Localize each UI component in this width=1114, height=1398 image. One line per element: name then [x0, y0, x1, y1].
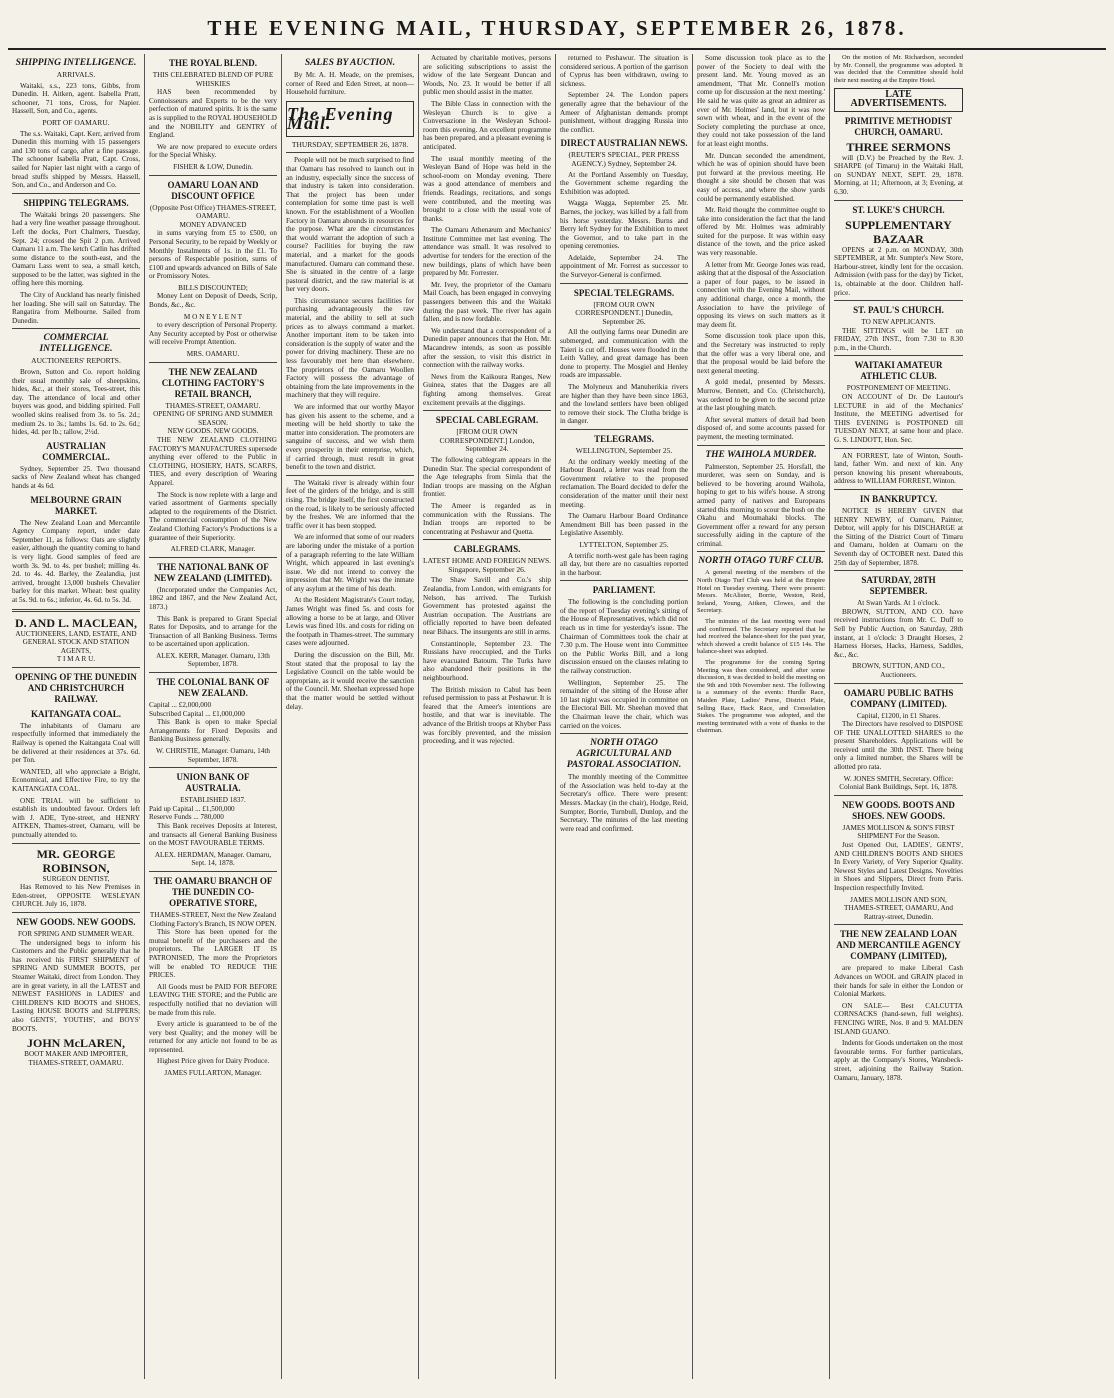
column-2: [145, 54, 282, 1379]
athletic-title: WAITAKI AMATEUR ATHLETIC CLUB.: [854, 360, 943, 382]
melbourne-grain: The New Zealand Loan and Mercantile Agency Company report, under date September 11, as follows: Oats are slightly easier, although the quantity coming to hand is very light. Good samples of feed are worth 3s. 9d. to 4s. per bushel; milling 4s. 2d. to 4s. 4d. Barley, the Zealandia, just arrived, brought 13,000 bushels Chevalier barley for this market. Wheat: best quality at 5s. 9d. to 6s.; inferior, 4s. 6d. to 5s. 3d.: [12, 518, 140, 604]
shipping-arrivals: Waitaki, s.s., 223 tons, Gibbs, from Dunedin. H. Aitken, agent. Isabella Pratt, schooner, 71 tons, Cross, for Napier. Hassell, Son, and Co., agents.: [12, 81, 140, 116]
clothing-season: OPENING OF SPRING AND SUMMER SEASON.: [153, 410, 273, 427]
news-6: We understand that a correspondent of a Dunedin paper announces that the Hon. Mr. Macandrew intends, as soon as possible after the session, to visit this district in connection with the railway works.: [423, 326, 551, 370]
telegrams-heading: TELEGRAMS.: [594, 433, 654, 444]
auctioneers-heading: AUCTIONEERS' REPORTS.: [31, 356, 121, 366]
divider: [834, 489, 963, 490]
st-pauls-title: ST. PAUL'S CHURCH.: [853, 305, 944, 316]
turf-club-1: A general meeting of the members of the North Otago Turf Club was held at the Empire Hotel on Tuesday evening. There were present: Messrs. McAlister, Borrie, Weston, Reid, Ireland, Young, Aitken, Clowes, and the Secretary.: [697, 569, 825, 615]
baths-sig: W. JONES SMITH, Secretary. Office: Colonial Bank Buildings, Sept. 16, 1878.: [839, 774, 958, 792]
divider: [12, 912, 140, 913]
maclean-ad-place: T I M A R U.: [56, 655, 96, 664]
national-bank-body: (Incorporated under the Companies Act, 1862 and 1867, and the New Zealand Act, 1873.): [149, 585, 277, 611]
sales-body: By Mr. A. H. Meade, on the premises, corner of Reed and Eden Street, at noon—Household furniture.: [286, 71, 414, 97]
divider: [423, 539, 551, 540]
clothing-body: THE NEW ZEALAND CLOTHING FACTORY'S MANUFACTURES supersede anything ever offered to the Public in CLOTHING, HOSIERY, HATS, SCARFS, TIES, and every description of Wearing Apparel.: [149, 436, 277, 487]
cablegrams-sub: LATEST HOME AND FOREIGN NEWS. Singapore, September 26.: [423, 556, 551, 574]
special-telegram-1: All the outlying farms near Dunedin are submerged, and communication with the Taieri is cut off. Houses were flooded in the Leith Valley, and great damage has been done to property. The Mosgiel and Henley roads are impassable.: [560, 328, 688, 380]
new-goods-ad-sub: FOR SPRING AND SUMMER WEAR.: [18, 929, 134, 938]
special-telegrams-sub: [FROM OUR OWN CORRESPONDENT.] Dunedin, September 26.: [575, 299, 673, 326]
arrivals-heading: ARRIVALS.: [56, 70, 96, 79]
colonial-bank-body: This Bank is open to make Special Arrangements for Fixed Deposits and Banking Business generally.: [149, 718, 277, 744]
parliament-1: The following is the concluding portion of the report of Tuesday evening's sitting of the House of Representatives, which did not reach us in time for yesterday's issue. The Chairman of Committees took the chair at 7.30 p.m. The House went into Committee on the Public Works Bill, and a long discussion ensued on the clauses relating to the railway construction.: [560, 598, 688, 676]
agricultural-1: The monthly meeting of the Committee of the Association was held to-day at the Secretary's office. There were present: Messrs. Mackay (in the chair), Hodge, Reid, Sumpter, Borrie, Turnbull, Dunlop, and the Secretary. The minutes of the last meeting were read and confirmed.: [560, 773, 688, 833]
coal-ad-body: The inhabitants of Oamaru are respectfully informed that immediately the Railway is opened the Kaitangata Coal will be delivered at their residences at 37s. 6d. per Ton.: [12, 721, 140, 765]
sermons-title: THREE SERMONS: [846, 139, 951, 154]
bills-discounted: BILLS DISCOUNTED;: [178, 283, 248, 292]
mollison-title: JAMES MOLLISON & SON'S FIRST SHIPMENT For the Season.: [842, 823, 955, 841]
special-telegrams-heading: SPECIAL TELEGRAMS.: [573, 287, 675, 298]
port-news: The s.s. Waitaki, Capt. Kerr, arrived from Dunedin this morning with 15 passengers and 130 tons of cargo, after a fine passage. The schooner Isabella Pratt, Capt. Cross, sailed for Napier last night with a cargo of bread stuffs shipped by Messrs. Hassell, Son, and Co., and Anderson and Co.: [12, 129, 140, 190]
union-bank-sig: ALEX. HERDMAN, Manager. Oamaru, Sept. 14, 1878.: [154, 850, 272, 868]
mollison-body: Just Opened Out, LADIES', GENTS', AND CHILDREN'S BOOTS AND SHOES In Every Variety, of Very Superior Quality. Newest Styles and Latest Designs. Novelties in Shoes and Slippers, Direct from Paris. Inspection respectfully Invited.: [834, 841, 963, 892]
editorial-1: People will not be much surprised to find that Oamaru has resolved to launch out in an industry, especially since the success of that industry is taken into consideration. That the project has been under contemplation for some time past is well known. For the establishment of a Woollen Factory in Oamaru abounds in resources for the purpose. What are the circumstances that would warrant the adoption of such a course? Facilities for buying the raw material, and a market for the goods manufactured. Oamaru can command these. She is situated in the centre of a large pastoral district, and the raw material is at her very doors.: [286, 156, 414, 294]
nz-loan-title: THE NEW ZEALAND LOAN AND MERCANTILE AGENCY COMPANY (LIMITED),: [836, 929, 961, 962]
divider: [286, 152, 414, 153]
divider: [149, 672, 277, 673]
colonial-bank-title: THE COLONIAL BANK OF NEW ZEALAND.: [156, 677, 270, 699]
new-goods-ad-body: The undersigned begs to inform his Customers and the Public generally that he has received his FIRST SHIPMENT of SPRING AND SUMMER BOOTS, per Steamer Waitaki, direct from London. They are in great variety, in all the LATEST and NEWEST FASHIONS in LADIES' and CHILDREN'S KID BOOTS and SHOES, Lasting HOUSE BOOTS and SLIPPERS; also GENTS', YOUTHS', and BOYS' BOOTS.: [12, 938, 140, 1033]
column-1: [8, 54, 145, 1379]
local-news-1: The Waitaki river is already within four feet of the girders of the bridge, and is still rising. The bridge itself, the first constructed on the road, is likely to be seriously affected by the freshes. We are informed that the traffic over it has been stopped.: [286, 478, 415, 530]
nz-loan-footer: Indents for Goods undertaken on the most favourable terms. For further particulars, apply at the Company's Stores, Wansbeck-street, adjoining the Railway Station. Oamaru, January, 1878.: [834, 1039, 963, 1082]
divider: [560, 283, 688, 284]
turf-club-cont: On the motion of Mr. Richardson, seconded by Mr. Connell, the programme was adopted. It was decided that the Committee should hold their next meeting at the Empire Hotel.: [834, 54, 963, 84]
divider: [286, 475, 414, 476]
local-news-2: We are informed that some of our readers are laboring under the mistake of a portion of a paragraph referring to the late William Wright, which appeared in last evening's issue. We did not intend to convey the impression that Mr. Wright was the inmate of any asylum at the time of his death.: [286, 533, 414, 593]
coop-store-title: THE OAMARU BRANCH OF THE DUNEDIN CO-OPERATIVE STORE,: [153, 875, 273, 908]
divider: [149, 175, 277, 176]
special-cablegram-1: The following cablegram appears in the Dunedin Star. The special correspondent of the Age telegraphs from Simla that the Indian troops are massing on the Afghan frontier.: [423, 455, 551, 499]
national-bank-title: THE NATIONAL BANK OF NEW ZEALAND (LIMITED).: [153, 561, 273, 583]
athletic-sub: POSTPONEMENT OF MEETING.: [846, 384, 951, 393]
australian-news-heading: DIRECT AUSTRALIAN NEWS.: [560, 138, 688, 149]
divider: [12, 609, 140, 612]
wanted-ad: WANTED, all who appreciate a Bright, Economical, and Effective Fire, to try the KAITANGATA COAL.: [12, 767, 140, 794]
dentist-ad-title: MR. GEORGE ROBINSON,: [36, 846, 116, 875]
divider: [560, 429, 688, 430]
newspaper-page: [8, 8, 1106, 1382]
union-bank-body: This Bank receives Deposits at Interest, and transacts all General Banking Business on the MOST FAVOURABLE TERMS.: [149, 822, 277, 848]
editorial-3: We are informed that our worthy Mayor has given his assent to the scheme, and a meeting will be held shortly to take the matter into consideration. The promoters are sanguine of success, and we wish them every prosperity in their enterprise, which, if carried through, must result in great benefit to the town and district.: [286, 403, 415, 472]
late-ads-heading: LATE ADVERTISEMENTS.: [834, 88, 963, 111]
editorial-2: This circumstance secures facilities for purchasing advantageously the raw material, and the ability to sell at such prices as to always command a market. Another important item to be taken into consideration is the supply of water and the power for driving machinery. These are no less favourably met here than elsewhere. The proprietors of the Oamaru Woollen Factory will possess the advantage of obtaining from the late improvements in the machinery that they will require.: [286, 296, 414, 400]
shipping-heading: SHIPPING INTELLIGENCE.: [15, 58, 137, 68]
mclaren-name: JOHN McLAREN,: [27, 1036, 125, 1051]
royal-blend-body-2: We are now prepared to execute orders for the Special Whisky.: [149, 142, 277, 160]
colonial-bank-sig: W. CHRISTIE, Manager. Oamaru, 14th September, 1878.: [156, 747, 270, 764]
australian-commercial: Sydney, September 25. Two thousand sacks of New Zealand wheat has changed hands at 4s 6d.: [12, 464, 140, 490]
shipping-telegrams: The Waitaki brings 20 passengers. She had a very fine weather passage throughout. Left the docks, Port Chalmers, Tuesday, Sept. 24; crossed the Spit 2 p.m. Arrived Oamaru 11 a.m. The ketch Catlin has drifted some distance to the south-east, and the Oamaru Lass went to sea, a small ketch, supposed to be the latter, was sighted in the offing here this morning.: [12, 210, 140, 288]
methodist-title: PRIMITIVE METHODIST CHURCH, OAMARU.: [844, 115, 953, 137]
loan-office-address: (Opposite Post Office) THAMES-STREET, OAMARU.: [149, 203, 277, 221]
cablegram-3: The British mission to Cabul has been refused permission to pass at Peshawur. It is feared that the Ameer's intentions are hostile, and that war is inevitable. The advance of the British troops at Khyber Pass was forcibly prevented, and the mission proceeding, and it was rejected.: [423, 685, 551, 746]
telegram-3: A terrific north-west gale has been raging all day, but there are no casualties reported in the harbour.: [560, 551, 688, 577]
assoc-5: Some discussion took place upon this, and the Secretary was instructed to reply that the offer was a very liberal one, and that the proposal would be laid before the next general meeting.: [697, 332, 825, 375]
royal-blend-sub: THIS CELEBRATED BLEND OF PURE WHISKIES: [152, 71, 274, 88]
port-heading: PORT OF OAMARU.: [42, 117, 110, 127]
news-2: The Bible Class in connection with the Wesleyan Church is to give a Conversazione in the Wesleyan School-room this evening. An excellent programme has been prepared, and a pleasant evening is anticipated.: [423, 99, 551, 151]
divider: [12, 328, 140, 329]
mollison-banner: NEW GOODS. BOOTS AND SHOES. NEW GOODS.: [842, 799, 955, 821]
loan-office-body: in sums varying from £5 to £500, on Personal Security, to be repaid by Weekly or Monthly Instalments of 1s. in the £1. To persons of Respectable position, sums of £100 and upwards advanced on Bills of Sale or Promissory Notes.: [149, 229, 277, 281]
bazaar-title: SUPPLEMENTARY BAZAAR: [845, 217, 952, 246]
special-cablegram-heading: SPECIAL CABLEGRAM.: [435, 415, 539, 426]
nz-loan-body: are prepared to make Liberal Cash Advances on WOOL and GRAIN placed in their hands for sale in either the London or Colonial Markets.: [834, 964, 963, 999]
divider: [697, 551, 825, 552]
divider: [834, 924, 963, 925]
coop-store-body-3: Every article is guaranteed to be of the very best Quality; and the money will be returned for any article not found to be as represented.: [149, 1020, 277, 1054]
nz-loan-sale: ON SALE— Best CALCUTTA CORNSACKS (hand-sewn, full weights). FENCING WIRE, Nos. 8 and 9. MALDEN ISLAND GUANO.: [834, 1001, 963, 1036]
auction-place: At Swan Yards. At 1 o'clock.: [857, 599, 940, 608]
national-bank-body-2: This Bank is prepared to Grant Special Rates for Deposits, and to arrange for the Transaction of all Banking Business. Terms to be ascertained upon application.: [149, 614, 277, 649]
divider: [834, 355, 963, 356]
new-goods-ad-title: NEW GOODS. NEW GOODS.: [16, 916, 136, 927]
st-pauls-body: THE SITTINGS will be LET on FRIDAY, 27th INST., from 7.30 to 8.30 p.m., in the Church.: [834, 326, 963, 352]
assoc-6: A gold medal, presented by Messrs. Murrow, Bennett, and Co. (Christchurch), was ordered to be given to the second prize at the last ploughing match.: [697, 378, 825, 413]
news-4: The Oamaru Athenæum and Mechanics' Institute Committee met last evening. The attendance was small. It was resolved to advertise for tenders for the erection of the new buildings, plans of which have been prepared by Mr. Forrester.: [423, 226, 551, 278]
telegrams-sub: WELLINGTON, September 25.: [575, 445, 673, 455]
divider: [149, 557, 277, 558]
divider: [834, 683, 963, 684]
auction-date: SATURDAY, 28TH SEPTEMBER.: [861, 575, 936, 597]
coal-ad-title: KAITANGATA COAL.: [30, 708, 121, 719]
divider: [560, 733, 688, 734]
auctioneers-report: Brown, Sutton and Co. report holding their usual monthly sale of sheepskins, hides, &c., at their stores, Tees-street, this day. The attendance of local and other buyers was good, and bidding spirited. Full woolled skins realised from 3s. to 5s. 2d.; medium 2s. to 3s.; lambs 1s. 6d. to 2s. 6d.; hides, 4d. per lb.; tallow, 2½d.: [12, 368, 140, 437]
divider: [834, 200, 963, 201]
money-lent: M O N E Y L E N T: [183, 312, 243, 321]
column-4: [419, 54, 556, 1379]
column-3: [282, 54, 419, 1379]
column-7: [830, 54, 967, 1379]
forrest-ad: AN FORREST, late of Winton, South-land, father Wm. and next of kin. Any person knowing his present whereabouts, address to WILLIAM FORREST, Winton.: [834, 451, 963, 486]
royal-blend-title: THE ROYAL BLEND.: [169, 58, 257, 68]
melbourne-grain-heading: MELBOURNE GRAIN MARKET.: [30, 494, 122, 516]
assoc-3: Mr. Reid thought the committee ought to take into consideration the fact that the land offered by Mr. Holmes was admirably suited for the purpose. It was within easy distance of the town, and the price asked was very reasonable.: [697, 206, 825, 258]
australian-news-1: At the Portland Assembly on Tuesday, the Government scheme regarding the Exhibition was adopted.: [560, 170, 688, 196]
baths-title: OAMARU PUBLIC BATHS COMPANY (LIMITED).: [843, 687, 954, 709]
column-6: [693, 54, 830, 1379]
divider: [12, 193, 140, 194]
murder-body: Palmerston, September 25. Horsfall, the murderer, was seen on Sunday, and is believed to be hovering around Waihola, hoping to get to his wife's house. A strong armed party of natives and Europeans started this morning to scour the bush on the Okahu and Moumahaki blocks. The Government offer a reward for any person successfully aiding in the capture of the criminal.: [697, 462, 825, 548]
clothing-body-2: The Stock is now replete with a large and varied assortment of Garments specially adapted to the requirements of the District. The commercial consumption of the New Zealand Clothing Factory's Productions is a guarantee of their Superiority.: [149, 490, 277, 542]
union-bank-capital: Paid up Capital ... £1,500,000: [149, 804, 235, 813]
murder-heading: THE WAIHOLA MURDER.: [705, 449, 817, 460]
divider: [560, 580, 688, 581]
agricultural-heading: NORTH OTAGO AGRICULTURAL AND PASTORAL ASSOCIATION.: [566, 738, 682, 771]
special-cablegram-2: The Ameer is regarded as in communication with the Russians. The Indian troops are reported to be concentrating at Peshawur and Quetta.: [423, 501, 551, 536]
colonial-bank-capital: Capital ... £2,000,000: [149, 701, 212, 710]
lyttelton-sub: LYTTELTON, September 25.: [579, 539, 669, 549]
loan-office-sig: MRS. OAMARU.: [186, 350, 240, 359]
railway-ad-title: OPENING OF THE DUNEDIN AND CHRISTCHURCH RAILWAY.: [15, 671, 137, 704]
st-pauls-sub: TO NEW APPLICANTS.: [861, 318, 936, 327]
loan-office-body-3: to every description of Personal Property. Any Security accepted by Post or otherwise will receive Prompt Attention.: [149, 321, 277, 347]
news-7: News from the Kaikoura Ranges, New Guinea, states that the Dagges are all fighting among themselves. Great excitement prevails at the diggings.: [423, 372, 551, 407]
news-5: Mr. Ivey, the proprietor of the Oamaru Mail Coach, has been engaged in conveying passengers between this and the Waitaki during the past week. The river has again fallen, and is now fordable.: [423, 280, 551, 324]
one-trial-ad: ONE TRIAL will be sufficient to establish its undoubted favour. Orders left with J. ADE, Tyne-street, and HENRY AITKEN, Thames-street, Oamaru, will be punctually attended to.: [12, 796, 140, 839]
union-bank-reserve: Reserve Funds ... 780,000: [149, 813, 224, 822]
cable-cont-2: September 24. The London papers generally agree that the behaviour of the Ameer of Afghanistan demands prompt punishment, without dragging Russia into the conflict.: [560, 91, 688, 134]
divider: [149, 871, 277, 872]
clothing-factory-title: THE NEW ZEALAND CLOTHING FACTORY'S RETAIL BRANCH,: [161, 366, 265, 399]
royal-blend-body: HAS been recommended by Connoisseurs and Experts to be the very perfection of matured spirits. It is the same as is supplied to the ROYAL HOUSEHOLD and the NOBILITY and GENTRY of England.: [149, 88, 277, 140]
australian-news-2: Wagga Wagga, September 25. Mr. Barnes, the jockey, was killed by a fall from his horse yesterday. Messrs. Burns and Berry left Sydney for the Exhibition to meet the Governor, and to take part in the opening ceremonies.: [560, 199, 688, 251]
turf-club-heading: NORTH OTAGO TURF CLUB.: [698, 556, 824, 567]
mclaren-trade: BOOT MAKER AND IMPORTER, THAMES-STREET, OAMARU.: [24, 1050, 128, 1067]
maclean-ad-title: D. AND L. MACLEAN,: [14, 615, 137, 630]
local-news-4: During the discussion on the Bill, Mr. Stout stated that the proposal to lay the Legislative Council on the table would be appropriate, as it would receive the sanction of the Council. Mr. Sheehan expressed hope that the matter would be settled without delay.: [286, 651, 414, 711]
bankruptcy-body: NOTICE IS HEREBY GIVEN that HENRY NEWBY, of Oamaru, Painter, Debtor, will apply for his DISCHARGE at the Sitting of the District Court of Timaru and Oamaru, holden at Oamaru on the Seventh day of OCTOBER next. Dated this 25th day of September, 1878.: [834, 507, 963, 567]
cable-cont-1: returned to Peshawur. The situation is considered serious. A portion of the garrison of Cyprus has been withdrawn, owing to sickness.: [560, 54, 688, 88]
telegram-1: At the ordinary weekly meeting of the Harbour Board, a letter was read from the Government relative to the proposed reclamation. The Board decided to defer the consideration of the matter until their next meeting.: [560, 457, 688, 509]
baths-capital: Capital, £1200, in £1 Shares.: [856, 711, 941, 720]
turf-club-3: The programme for the coming Spring Meeting was then considered, and after some discussion, it was decided to hold the meeting on the 9th and 10th November next. The following is a summary of the events: Hurdle Race, Maiden Plate, Ladies' Purse, District Plate, Selling Race, Hack Race, and Consolation Stakes. The programme was adopted, and the meeting terminated with a vote of thanks to the chairman.: [697, 659, 825, 735]
commercial-heading: COMMERCIAL INTELLIGENCE.: [39, 333, 113, 355]
maclean-ad-sub: AUCTIONEERS, LAND, ESTATE, AND GENERAL STOCK AND STATION AGENTS,: [15, 629, 137, 655]
colonial-bank-subscribed: Subscribed Capital ... £1,000,000: [149, 709, 245, 718]
parliament-heading: PARLIAMENT.: [592, 585, 656, 596]
telegram-2: The Oamaru Harbour Board Ordinance Amendment Bill has been passed in the Legislative Assembly.: [560, 512, 688, 538]
news-1: Actuated by charitable motives, persons are soliciting subscriptions to assist the widow of the late Sergeant Duncan and Woods, No. 23. It would be better if all public men should assist in the matter.: [423, 54, 551, 97]
evening-mail-logo: The Evening Mail.: [286, 101, 414, 137]
shipping-telegrams-2: The City of Auckland has nearly finished her loading. She will sail on Saturday. The Rangatira from Melbourne. Sailed from Dunedin.: [12, 291, 140, 325]
national-bank-sig: ALEX. KERR, Manager. Oamaru, 13th September, 1878.: [156, 651, 270, 669]
local-news-3: At the Resident Magistrate's Court today, James Wright was fined 5s. and costs for allowing a horse to be at large, and Oliver Lewis was fined 10s. and costs for riding on the footpath in Thames-street. The summary cases were adjourned.: [286, 596, 414, 648]
parliament-2: Wellington, September 25. The remainder of the sitting of the House after 10 last night was occupied in committee on the Electoral Bill. Mr. Sheehan moved that the Chairman leave the chair, which was carried on the voices.: [560, 678, 688, 730]
shipping-telegrams-heading: SHIPPING TELEGRAMS.: [23, 197, 129, 208]
loan-office-body-2: Money Lent on Deposit of Deeds, Scrip, Bonds, &c., &c.: [149, 292, 277, 310]
sermons-body: will (D.V.) be Preached by the Rev. J. SHARPE (of Timaru) in the Waitaki Hall, on SUNDAY NEXT, SEPT. 29, 1878. Morning, at 11; Afternoon, at 3; Evening, at 6.30.: [834, 153, 963, 196]
australian-commercial-heading: AUSTRALIAN COMMERCIAL.: [42, 440, 110, 462]
bankruptcy-title: IN BANKRUPTCY.: [859, 494, 938, 504]
special-cablegram-sub: [FROM OUR OWN CORRESPONDENT.] London, September 24.: [439, 427, 535, 454]
loan-office-title: OAMARU LOAN AND DISCOUNT OFFICE: [167, 179, 259, 201]
columns: [8, 54, 1106, 1379]
special-telegram-2: The Molyneux and Manuherikia rivers are higher than they have been since 1863, and the lowland settlers have been obliged to remove their stock. The Clutha bridge is in danger.: [560, 383, 688, 426]
divider: [149, 362, 277, 363]
sales-heading: SALES BY AUCTION.: [304, 58, 396, 68]
coop-store-body: This Store has been opened for the mutual benefit of the purchasers and the proprietors. The LARGER IT IS PATRONISED, The more the Proprietors will be enabled TO REDUCE THE PRICES.: [149, 928, 277, 980]
union-bank-established: ESTABLISHED 1837.: [180, 796, 246, 805]
royal-blend-sig: FISHER & LOW, Dunedin.: [173, 162, 253, 171]
divider: [834, 448, 963, 449]
clothing-factory-address: THAMES-STREET, OAMARU.: [165, 401, 261, 410]
divider: [834, 795, 963, 796]
divider: [834, 300, 963, 301]
divider: [12, 843, 140, 844]
money-advanced: MONEY ADVANCED: [179, 220, 247, 229]
australian-news-sub: (REUTER'S SPECIAL, PER PRESS AGENCY.) Sydney, September 24.: [568, 150, 680, 168]
assoc-4: A letter from Mr. George Jones was read, asking that at the disposal of the Association a paper of four pages, to be issued in connection with the Evening Mail, without any additional charge, once a month, the Association to have the privilege of opposing its views on such matters as it may deem fit.: [697, 260, 825, 329]
auction-sig: BROWN, SUTTON, AND CO., Auctioneers.: [852, 662, 945, 679]
st-lukes-title: ST. LUKE'S CHURCH.: [852, 204, 945, 215]
baths-body: The Directors have resolved to DISPOSE OF THE UNALLOTTED SHARES to the present Shareholders. Applications will be received until the 30th INST. There being only a limited number, the Shares will be allotted pro rata.: [834, 720, 963, 772]
cablegrams-heading: CABLEGRAMS.: [453, 544, 521, 555]
union-bank-title: UNION BANK OF AUSTRALIA.: [176, 772, 250, 794]
athletic-body: ON ACCOUNT of Dr. De Lautour's LECTURE in aid of the Mechanics' Institute, the MEETING advertised for THIS EVENING is POSTPONED till TUESDAY NEXT, at same hour and place. G. S. LINDOTT, Hon. Sec.: [834, 393, 963, 445]
auction-body: BROWN, SUTTON, AND CO. have received instructions from Mr. C. Duff to Sell by Public Auction, on Saturday, 28th instant, at 1 o'clock: 3 Draught Horses, 2 Harness Horses, Hacks, Harness, Saddles, &c., &c.: [834, 607, 963, 659]
masthead: THE EVENING MAIL, THURSDAY, SEPTEMBER 26, 1878.: [8, 8, 1106, 50]
divider: [423, 410, 551, 411]
editorial-date: THURSDAY, SEPTEMBER 26, 1878.: [291, 139, 409, 149]
turf-club-2: The minutes of the last meeting were read and confirmed. The Secretary reported that he had received the balance-sheet for the past year, which showed a credit balance of £15 14s. The balance-sheet was adopted.: [697, 618, 825, 656]
news-3: The usual monthly meeting of the Wesleyan Band of Hope was held in the school-room on Monday evening. There was a good attendance of members and friends. Readings, recitations, and songs were contributed, and the meeting was brought to a close with the usual vote of thanks.: [423, 154, 551, 223]
dentist-ad-body: Has Removed to his New Premises in Eden-street, OPPOSITE WESLEYAN CHURCH. July 16, 1878.: [12, 883, 140, 909]
australian-news-3: Adelaide, September 24. The appointment of Mr. Forrest as successor to the Surveyor-General is confirmed.: [560, 253, 688, 280]
assoc-7: After several matters of detail had been disposed of, and some accounts passed for payment, the meeting terminated.: [697, 415, 825, 441]
mollison-sig: JAMES MOLLISON AND SON, THAMES-STREET, OAMARU, And Rattray-street, Dunedin.: [844, 895, 953, 921]
clothing-new-goods: NEW GOODS. NEW GOODS.: [167, 427, 259, 436]
assoc-2: Mr. Duncan seconded the amendment, which he was of opinion should have been put forward at the previous meeting. He thought a site should be chosen that was easy of access, and where the show yards could be permanently established.: [697, 151, 825, 203]
clothing-sig: ALFRED CLARK, Manager.: [170, 545, 256, 554]
bazaar-body: OPENS at 2 p.m. on MONDAY, 30th SEPTEMBER, at Mr. Sumpter's New Store, Harbour-street, kindly lent for the occasion. Admission (with pass for the day) by Ticket, 1s, obtainable at the door. Children half-price.: [834, 245, 963, 297]
column-5: [556, 54, 693, 1379]
divider: [697, 445, 825, 446]
dentist-ad-sub: SURGEON DENTIST,: [42, 874, 110, 883]
cablegram-1: The Shaw Savill and Co.'s ship Zealandia, from London, with emigrants for Nelson, has arrived. The Turkish Government has protested against the Austrian occupation. The Austrians are officially reported to have been defeated near Bihacs. The insurgents are still in arms.: [423, 576, 551, 637]
divider: [12, 667, 140, 668]
assoc-1: Some discussion took place as to the power of the Society to deal with the present land. Mr. Young moved as an amendment, 'That Mr. Connell's motion come up for discussion at the next meeting.' He said he was quite as great an admirer as ever of Mr. Holmes' land, but it was now sown with wheat, and in the event of the Society completing the purchase at once, they could not take possession of the land for at least eight months.: [697, 54, 825, 148]
divider: [149, 767, 277, 768]
coop-store-body-4: Highest Price given for Dairy Produce.: [157, 1057, 270, 1066]
cablegram-2: Constantinople, September 23. The Russians have reoccupied, and the Turks have evacuated Batoum. The Turks have also abandoned their positions in the neighbourhood.: [423, 639, 551, 682]
divider: [834, 570, 963, 571]
coop-store-body-2: All Goods must be PAID FOR BEFORE LEAVING THE STORE; and the Public are respectfully notified that no deviation will be made from this rule.: [149, 982, 277, 1017]
coop-store-address: THAMES-STREET, Next the New Zealand Clothing Factory's Branch, IS NOW OPEN.: [149, 910, 277, 928]
coop-store-sig: JAMES FULLARTON, Manager.: [164, 1069, 262, 1078]
